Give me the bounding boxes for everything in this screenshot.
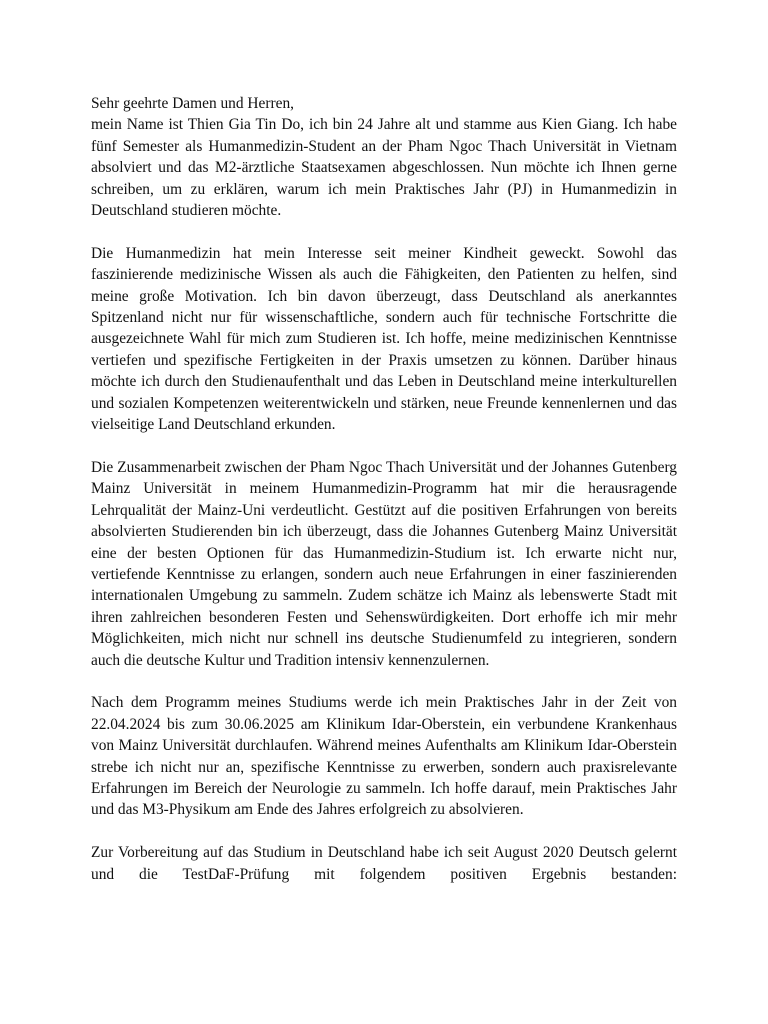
paragraph-practical-year: Nach dem Programm meines Studiums werde ich mein Praktisches Jahr in der Zeit von 22.04.2024 bis zum 30.06.2025 am Klinikum Idar-Oberstein, ein verbundene Krankenhaus von Mainz Universität durchlaufen. Während meines Aufenthalts am Klinikum Idar-Oberstein strebe ich nicht nur an, spezifische Kenntnisse zu erwerben, sondern auch praxisrelevante Erfahrungen im Bereich der Neurologie zu sammeln. Ich hoffe darauf, mein Praktisches Jahr und das M3-Physikum am Ende des Jahres erfolgreich zu absolvieren.: [91, 694, 677, 819]
letter-body: [91, 93, 677, 885]
letter-salutation: Sehr geehrte Damen und Herren,: [91, 95, 294, 112]
paragraph-university-choice: Die Zusammenarbeit zwischen der Pham Ngoc Thach Universität und der Johannes Gutenberg Mainz Universität in meinem Humanmedizin-Programm hat mir die herausragende Lehrqualität der Mainz-Uni verdeutlicht. Gestützt auf die positiven Erfahrungen von bereits absolvierten Studierenden bin ich überzeugt, dass die Johannes Gutenberg Mainz Universität eine der besten Optionen für das Humanmedizin-Studium ist. Ich erwarte nicht nur, vertiefende Kenntnisse zu erlangen, sondern auch neue Erfahrungen in einer faszinierenden internationalen Umgebung zu sammeln. Zudem schätze ich Mainz als lebenswerte Stadt mit ihren zahlreichen besonderen Festen und Sehenswürdigkeiten. Dort erhoffe ich mir mehr Möglichkeiten, mich nicht nur schnell ins deutsche Studienumfeld zu integrieren, sondern auch die deutsche Kultur und Tradition intensiv kennenzulernen.: [91, 458, 677, 669]
paragraph-introduction: mein Name ist Thien Gia Tin Do, ich bin 24 Jahre alt und stamme aus Kien Giang. Ich habe fünf Semester als Humanmedizin-Student an der Pham Ngoc Thach Universität in Vietnam absolviert und das M2-ärztliche Staatsexamen abgeschlossen. Nun möchte ich Ihnen gerne schreiben, um zu erklären, warum ich mein Praktisches Jahr (PJ) in Humanmedizin in Deutschland studieren möchte.: [91, 116, 677, 220]
paragraph-motivation: Die Humanmedizin hat mein Interesse seit meiner Kindheit geweckt. Sowohl das faszinierende medizinische Wissen als auch die Fähigkeiten, den Patienten zu helfen, sind meine große Motivation. Ich bin davon überzeugt, dass Deutschland als anerkanntes Spitzenland nicht nur für wissenschaftliche, sondern auch für technische Fortschritte die ausgezeichnete Wahl für mich zum Studieren ist. Ich hoffe, meine medizinischen Kenntnisse vertiefen und spezifische Fertigkeiten in der Praxis umsetzen zu können. Darüber hinaus möchte ich durch den Studienaufenthalt und das Leben in Deutschland meine interkulturellen und sozialen Kompetenzen weiterentwickeln und stärken, neue Freunde kennenlernen und das vielseitige Land Deutschland erkunden.: [91, 244, 677, 434]
paragraph-language-preparation: Zur Vorbereitung auf das Studium in Deutschland habe ich seit August 2020 Deutsch gelernt und die TestDaF-Prüfung mit folgendem positiven Ergebnis bestanden:: [91, 844, 677, 883]
